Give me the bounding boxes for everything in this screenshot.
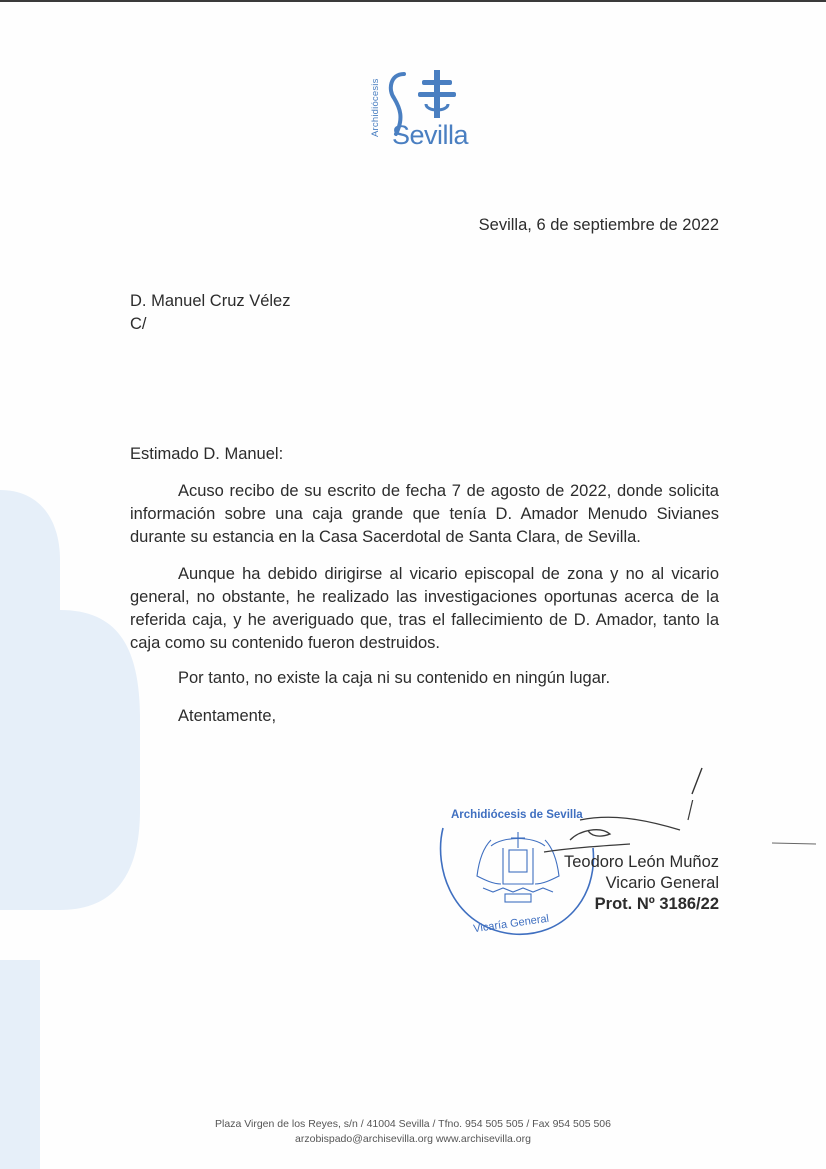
signer-name: Teodoro León Muñoz <box>563 853 719 871</box>
date-line: Sevilla, 6 de septiembre de 2022 <box>478 216 719 234</box>
signature-stroke <box>688 766 708 798</box>
closing: Atentamente, <box>178 707 277 725</box>
seal-top-text: Archidiócesis de Sevilla <box>451 809 583 821</box>
signer-title: Vicario General <box>605 874 719 892</box>
cross-icon <box>416 70 458 118</box>
footer-address: Plaza Virgen de los Reyes, s/n / 41004 Sevilla / Tfno. 954 505 505 / Fax 954 505 506 <box>215 1118 611 1130</box>
footer-contact: arzobispado@archisevilla.org www.archisevilla.org <box>295 1133 531 1145</box>
body-paragraph-1: Acuso recibo de su escrito de fecha 7 de agosto de 2022, donde solicita información sobre una caja grande que tenía D. Amador Menudo Sivianes durante su estancia en la Casa Sacerdotal de Santa Clara, de Sevilla. <box>130 482 719 546</box>
body-paragraph-2: Aunque ha debido dirigirse al vicario episcopal de zona y no al vicario general, no obstante, he realizado las investigaciones oportunas acerca de la referida caja, y he averiguado que, tras el fallecimiento de D. Amador, tanto la caja como su contenido fueron destruidos. <box>130 565 719 652</box>
recipient-address: C/ <box>130 315 147 333</box>
salutation: Estimado D. Manuel: <box>130 445 284 463</box>
logo-vertical-text: Archidiócesis <box>370 78 381 138</box>
page-top-edge <box>0 0 826 2</box>
signature-dash <box>770 838 820 848</box>
seal-bottom-text: Vicaría General <box>472 912 550 936</box>
recipient-name: D. Manuel Cruz Vélez <box>130 292 291 310</box>
logo-wordmark: Sevilla <box>392 120 469 150</box>
archdiocese-logo <box>370 68 470 154</box>
protocol-number: Prot. Nº 3186/22 <box>594 895 719 913</box>
body-paragraph-3: Por tanto, no existe la caja ni su contenido en ningún lugar. <box>178 669 611 687</box>
